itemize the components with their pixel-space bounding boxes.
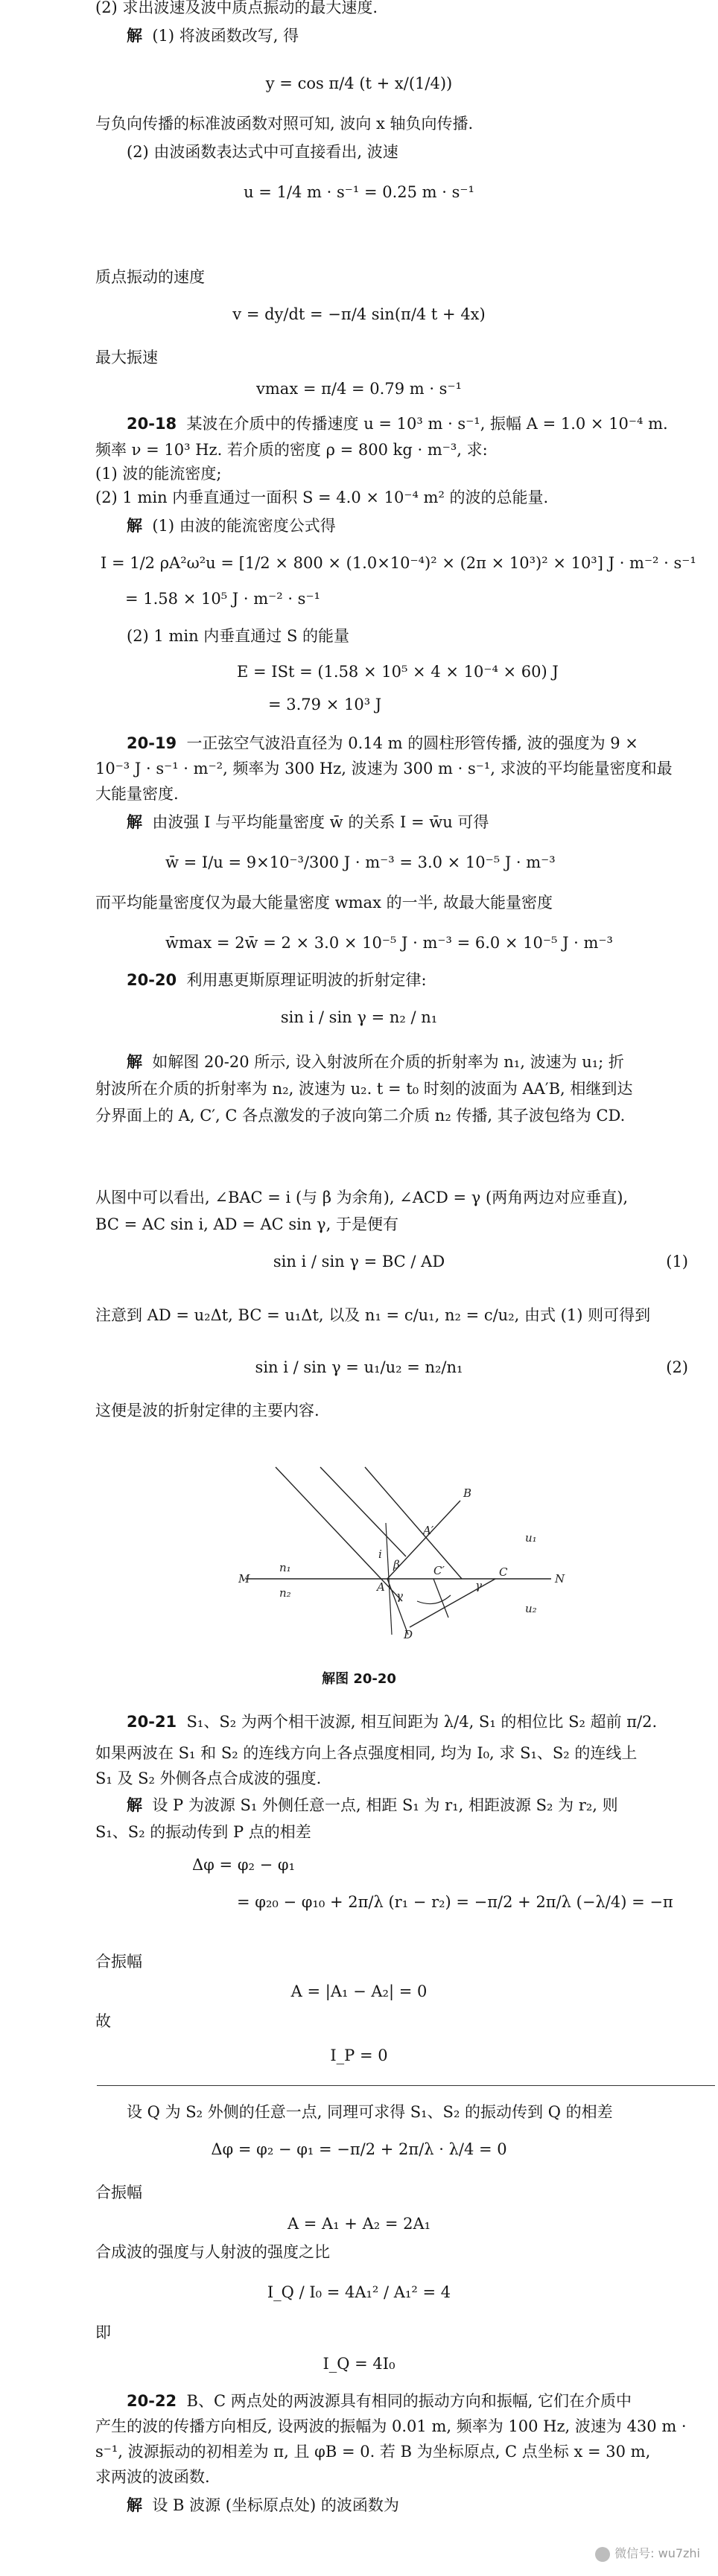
equation-number: (1) bbox=[666, 1253, 688, 1270]
equation-energy: E = ISt = (1.58 × 10⁵ × 4 × 10⁻⁴ × 60) J bbox=[237, 663, 559, 681]
figure-label: N bbox=[555, 1572, 565, 1586]
equation-velocity: v = dy/dt = −π/4 sin(π/4 t + 4x) bbox=[232, 305, 486, 323]
divider bbox=[97, 2085, 715, 2086]
solution-text: S₁、S₂ 的振动传到 P 点的相差 bbox=[95, 1823, 311, 1841]
solution-text: 设 B 波源 (坐标原点处) 的波函数为 bbox=[152, 2496, 399, 2514]
figure-label: γ bbox=[396, 1589, 403, 1603]
solution-tag: 解 bbox=[127, 813, 142, 831]
figure-caption: 解图 20-20 bbox=[322, 1671, 396, 1687]
problem-text: 产生的波的传播方向相反, 设两波的振幅为 0.01 m, 频率为 100 Hz, 波速为 430 m · bbox=[95, 2417, 687, 2435]
problem-20-21-line bbox=[127, 1711, 657, 1732]
watermark-text: 微信号: wu7zhi bbox=[614, 2546, 700, 2560]
equation-amplitude-p: A = |A₁ − A₂| = 0 bbox=[290, 1982, 428, 2000]
solution-line bbox=[127, 515, 336, 536]
figure-label: D bbox=[404, 1628, 413, 1641]
figure-label: n₂ bbox=[279, 1586, 291, 1600]
solution-text: 设 Q 为 S₂ 外侧的任意一点, 同理可求得 S₁、S₂ 的振动传到 Q 的相差 bbox=[127, 2103, 613, 2121]
watermark bbox=[595, 2544, 700, 2562]
solution-tag: 解 bbox=[127, 1053, 142, 1071]
question-line: (2) 求出波速及波中质点振动的最大速度. bbox=[95, 0, 378, 16]
figure-label: B bbox=[463, 1486, 472, 1500]
solution-text: 而平均能量密度仅为最大能量密度 wmax 的一半, 故最大能量密度 bbox=[95, 894, 553, 912]
problem-number: 20-22 bbox=[127, 2392, 177, 2410]
solution-line bbox=[127, 1795, 618, 1816]
figure-label: i bbox=[378, 1548, 382, 1561]
equation-intensity-ratio: I_Q / I₀ = 4A₁² / A₁² = 4 bbox=[267, 2283, 451, 2301]
solution-text: 如解图 20-20 所示, 设入射波所在介质的折射率为 n₁, 波速为 u₁; 折 bbox=[152, 1053, 624, 1071]
solution-text: 合振幅 bbox=[95, 1953, 142, 1971]
problem-number: 20-20 bbox=[127, 971, 177, 989]
solution-line bbox=[127, 25, 299, 46]
equation-energy-result: = 3.79 × 10³ J bbox=[268, 696, 382, 713]
problem-text: 求两波的波函数. bbox=[95, 2468, 210, 2486]
figure-label: M bbox=[238, 1572, 250, 1586]
problem-text: 利用惠更斯原理证明波的折射定律: bbox=[186, 971, 427, 989]
solution-line bbox=[127, 812, 489, 833]
equation-amplitude-q: A = A₁ + A₂ = 2A₁ bbox=[287, 2215, 431, 2233]
solution-text: 射波所在介质的折射率为 n₂, 波速为 u₂. t = t₀ 时刻的波面为 AA′B, 相继到达 bbox=[95, 1080, 633, 1098]
solution-text: 由波强 I 与平均能量密度 w̄ 的关系 I = w̄u 可得 bbox=[152, 813, 489, 831]
problem-text: S₁、S₂ 为两个相干波源, 相互间距为 λ/4, S₁ 的相位比 S₂ 超前 π/2. bbox=[186, 1713, 658, 1731]
figure-label: C bbox=[499, 1565, 508, 1579]
solution-text: 故 bbox=[95, 2012, 111, 2030]
equation-phase-diff: Δφ = φ₂ − φ₁ bbox=[192, 1856, 296, 1874]
solution-line bbox=[127, 2495, 399, 2516]
equation-phase-diff-expanded: = φ₂₀ − φ₁₀ + 2π/λ (r₁ − r₂) = −π/2 + 2π/λ (−λ/4) = −π bbox=[237, 1893, 673, 1911]
solution-text: 分界面上的 A, C′, C 各点激发的子波向第二介质 n₂ 传播, 其子波包络为 CD. bbox=[95, 1107, 626, 1125]
equation-avg-energy-density: w̄ = I/u = 9×10⁻³/300 J · m⁻³ = 3.0 × 10⁻⁵ J · m⁻³ bbox=[165, 853, 556, 871]
problem-number: 20-18 bbox=[127, 415, 177, 433]
equation-1: sin i / sin γ = BC / AD bbox=[273, 1253, 445, 1270]
incident-ray bbox=[320, 1467, 406, 1556]
equation-number: (2) bbox=[666, 1358, 688, 1376]
figure-label: γ bbox=[475, 1579, 482, 1592]
equation-max-energy-density: w̄max = 2w̄ = 2 × 3.0 × 10⁻⁵ J · m⁻³ = 6.0 × 10⁻⁵ J · m⁻³ bbox=[165, 934, 613, 952]
problem-20-20-line bbox=[127, 970, 427, 990]
problem-text: (2) 1 min 内垂直通过一面积 S = 4.0 × 10⁻⁴ m² 的波的总能量. bbox=[95, 489, 549, 506]
figure-label: A′ bbox=[423, 1524, 434, 1537]
equation-vmax: vmax = π/4 = 0.79 m · s⁻¹ bbox=[256, 380, 462, 398]
solution-text: 这便是波的折射定律的主要内容. bbox=[95, 1402, 320, 1419]
solution-line bbox=[127, 1052, 624, 1072]
figure-label: u₁ bbox=[525, 1531, 537, 1545]
text-line: 质点振动的速度 bbox=[95, 268, 205, 286]
figure-label: β bbox=[393, 1558, 400, 1571]
solution-text: (2) 1 min 内垂直通过 S 的能量 bbox=[127, 627, 350, 645]
problem-text: s⁻¹, 波源振动的初相差为 π, 且 φB = 0. 若 B 为坐标原点, C 点坐标 x = 30 m, bbox=[95, 2443, 651, 2461]
problem-text: (1) 波的能流密度; bbox=[95, 465, 222, 483]
solution-text: (1) 将波函数改写, 得 bbox=[152, 27, 299, 45]
equation-refraction-law: sin i / sin γ = n₂ / n₁ bbox=[280, 1008, 438, 1026]
problem-text: 一正弦空气波沿直径为 0.14 m 的圆柱形管传播, 波的强度为 9 × bbox=[186, 734, 638, 752]
wavelet-arc bbox=[417, 1595, 451, 1604]
equation-intensity-p: I_P = 0 bbox=[330, 2047, 388, 2064]
solution-text: 设 P 为波源 S₁ 外侧任意一点, 相距 S₁ 为 r₁, 相距波源 S₂ 为 r₂, 则 bbox=[152, 1796, 618, 1814]
text-line: 最大振速 bbox=[95, 349, 158, 366]
equation-phase-diff-q: Δφ = φ₂ − φ₁ = −π/2 + 2π/λ · λ/4 = 0 bbox=[211, 2140, 507, 2158]
figure-label: n₁ bbox=[279, 1561, 291, 1574]
problem-number: 20-21 bbox=[127, 1713, 177, 1731]
problem-20-22-line bbox=[127, 2391, 632, 2411]
problem-text: 某波在介质中的传播速度 u = 10³ m · s⁻¹, 振幅 A = 1.0 × 10⁻⁴ m. bbox=[186, 415, 668, 433]
problem-20-19-line bbox=[127, 733, 638, 754]
wechat-icon bbox=[595, 2547, 610, 2562]
figure-label: C′ bbox=[433, 1564, 445, 1577]
incident-ray bbox=[365, 1467, 462, 1579]
refraction-figure bbox=[238, 1460, 581, 1653]
problem-text: 频率 ν = 10³ Hz. 若介质的密度 ρ = 800 kg · m⁻³, 求: bbox=[95, 441, 488, 459]
solution-tag: 解 bbox=[127, 517, 142, 535]
text-line: (2) 由波函数表达式中可直接看出, 波速 bbox=[127, 143, 398, 161]
problem-text: 如果两波在 S₁ 和 S₂ 的连线方向上各点强度相同, 均为 I₀, 求 S₁、S₂ 的连线上 bbox=[95, 1744, 638, 1762]
problem-number: 20-19 bbox=[127, 734, 177, 752]
solution-tag: 解 bbox=[127, 27, 142, 45]
solution-text: BC = AC sin i, AD = AC sin γ, 于是便有 bbox=[95, 1215, 398, 1233]
solution-text: 从图中可以看出, ∠BAC = i (与 β 为余角), ∠ACD = γ (两角两边对应垂直), bbox=[95, 1189, 629, 1206]
equation-intensity-result: = 1.58 × 10⁵ J · m⁻² · s⁻¹ bbox=[125, 590, 320, 608]
problem-text: 大能量密度. bbox=[95, 785, 179, 803]
figure-label: u₂ bbox=[525, 1602, 537, 1615]
solution-tag: 解 bbox=[127, 1796, 142, 1814]
equation-intensity: I = 1/2 ρA²ω²u = [1/2 × 800 × (1.0×10⁻⁴)² × (2π × 10³)² × 10³] J · m⁻² · s⁻¹ bbox=[101, 554, 696, 572]
problem-text: 10⁻³ J · s⁻¹ · m⁻², 频率为 300 Hz, 波速为 300 m · s⁻¹, 求波的平均能量密度和最 bbox=[95, 760, 673, 777]
equation-y-cos: y = cos π/4 (t + x/(1/4)) bbox=[265, 74, 453, 92]
equation-intensity-q: I_Q = 4I₀ bbox=[323, 2355, 395, 2373]
solution-text: 注意到 AD = u₂Δt, BC = u₁Δt, 以及 n₁ = c/u₁, n₂ = c/u₂, 由式 (1) 则可得到 bbox=[95, 1306, 651, 1324]
solution-text: 合成波的强度与人射波的强度之比 bbox=[95, 2243, 330, 2261]
problem-text: S₁ 及 S₂ 外侧各点合成波的强度. bbox=[95, 1769, 322, 1787]
problem-20-18-line bbox=[127, 413, 668, 434]
equation-2: sin i / sin γ = u₁/u₂ = n₂/n₁ bbox=[255, 1358, 463, 1376]
solution-text: 合振幅 bbox=[95, 2184, 142, 2201]
figure-label: A bbox=[377, 1580, 385, 1594]
equation-wave-speed: u = 1/4 m · s⁻¹ = 0.25 m · s⁻¹ bbox=[244, 183, 474, 201]
problem-text: B、C 两点处的两波源具有相同的振动方向和振幅, 它们在介质中 bbox=[186, 2392, 632, 2410]
text-line: 与负向传播的标准波函数对照可知, 波向 x 轴负向传播. bbox=[95, 115, 474, 133]
solution-text: 即 bbox=[95, 2324, 111, 2341]
solution-tag: 解 bbox=[127, 2496, 142, 2514]
solution-text: (1) 由波的能流密度公式得 bbox=[152, 517, 336, 535]
